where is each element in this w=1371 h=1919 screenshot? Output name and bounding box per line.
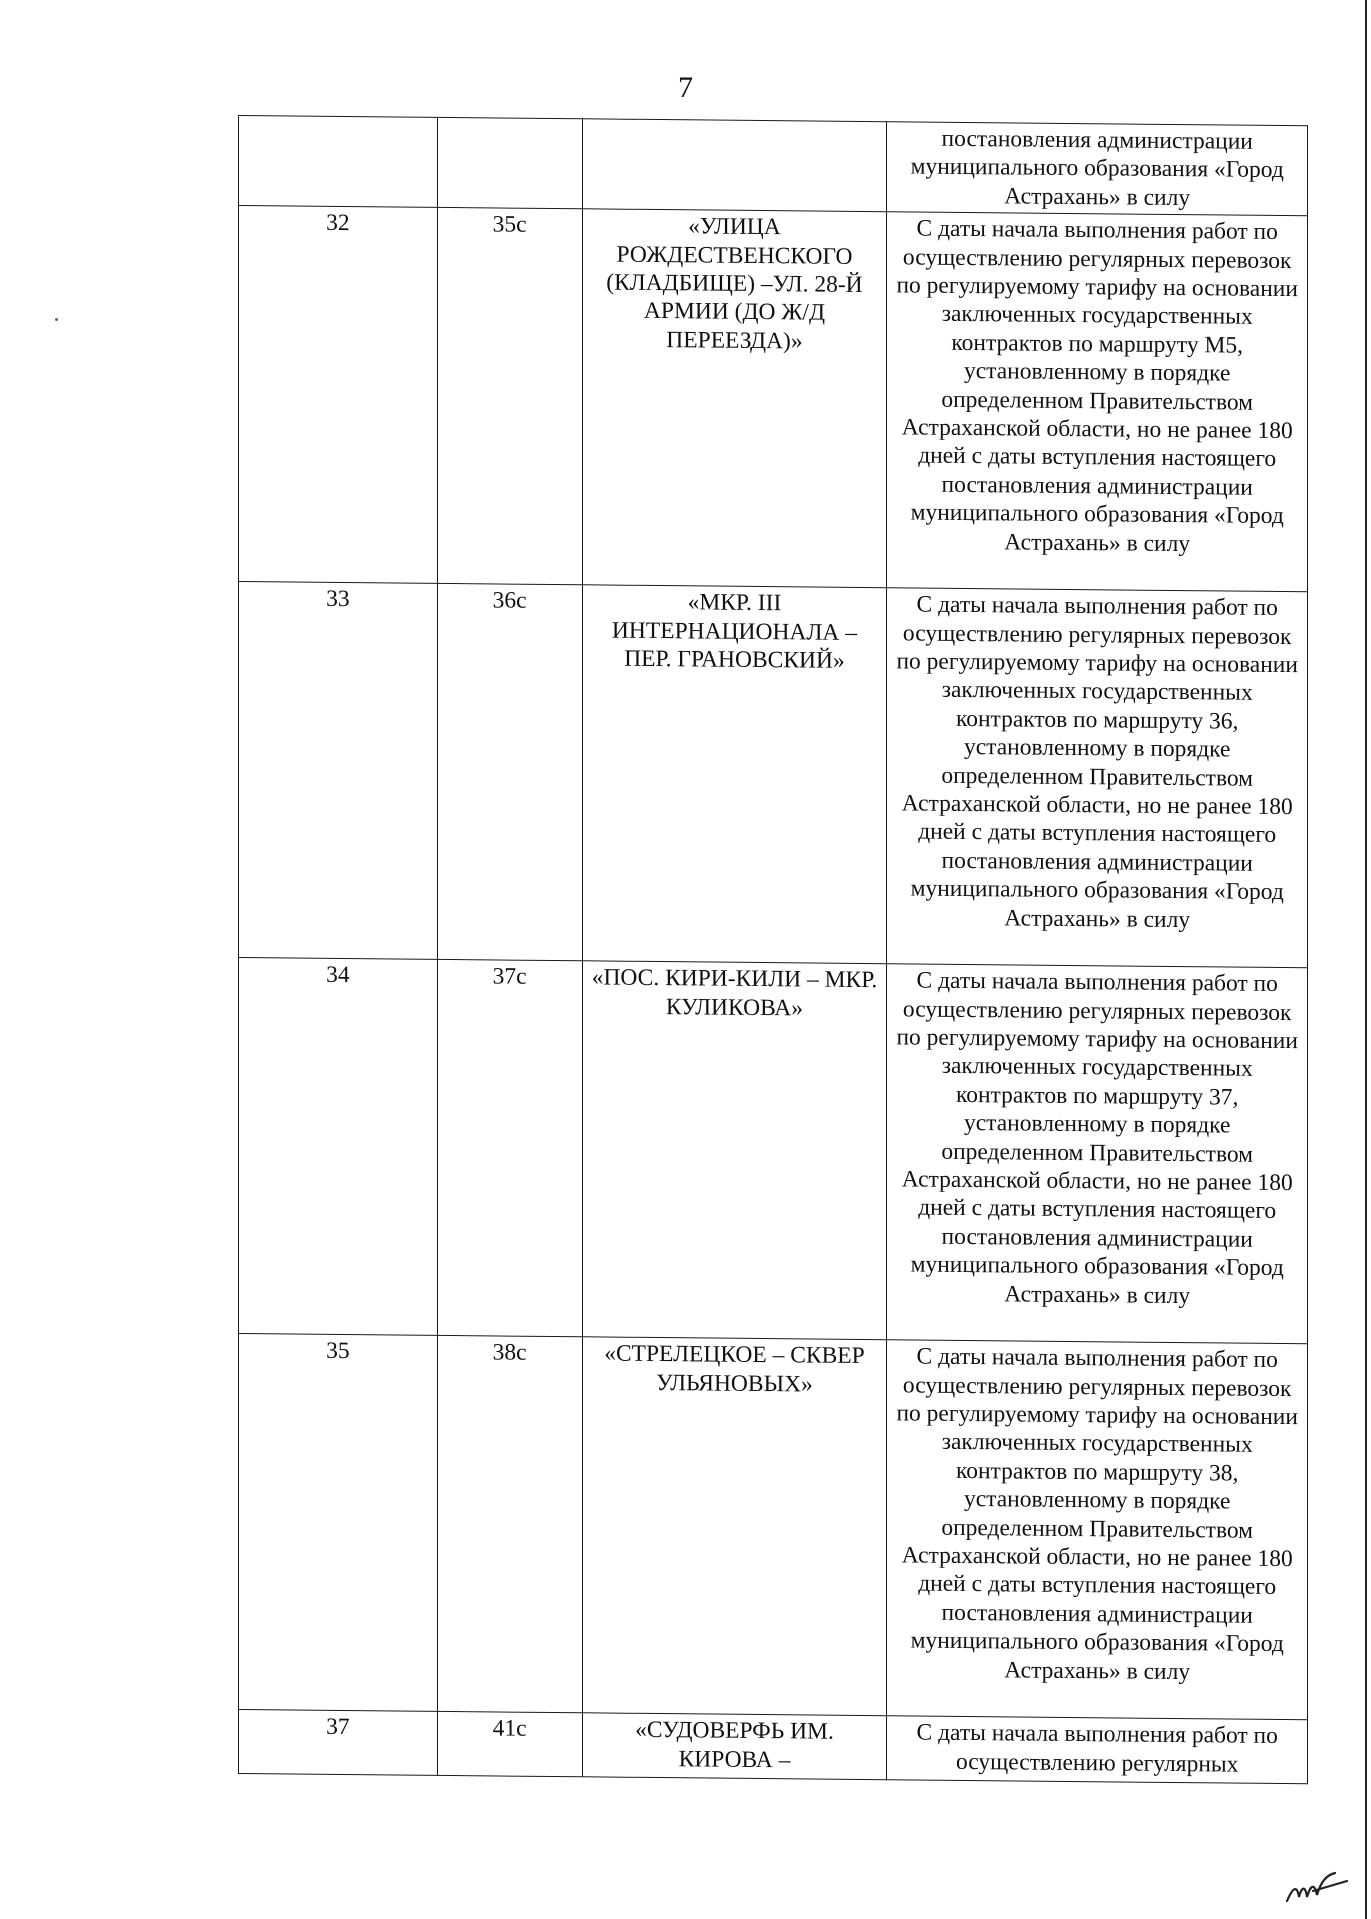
table-row [239,1334,1308,1720]
effective-date-cell: С даты начала выполнения работ по осуществлению регулярных перевозок по регулируемому тарифу на основании заключенных государственных контрактов по маршруту М5, установленному в порядке определенном Правительством Астраханской области, но не ранее 180 дней с даты вступления настоящего постановления администрации муниципального образования «Город Астрахань» в силу [887,212,1308,592]
route-number-cell: 38с [437,1336,582,1713]
row-number-cell: 35 [239,1334,438,1712]
table-row [239,206,1308,592]
effective-date-cell: постановления администрации муниципального образования «Город Астрахань» в силу [887,122,1308,216]
table-row [239,582,1308,968]
row-number-cell: 32 [239,206,438,584]
route-number-cell: 36с [437,584,582,961]
effective-date-cell: С даты начала выполнения работ по осуществлению регулярных перевозок по регулируемому тарифу на основании заключенных государственных контрактов по маршруту 36, установленному в порядке определенном Правительством Астраханской области, но не ранее 180 дней с даты вступления настоящего постановления администрации муниципального образования «Город Астрахань» в силу [887,588,1308,968]
page-edge-line [1365,0,1367,1919]
route-name-cell: «СУДОВЕРФЬ ИМ. КИРОВА – [582,1713,887,1780]
effective-date-cell: С даты начала выполнения работ по осуществлению регулярных перевозок по регулируемому тарифу на основании заключенных государственных контрактов по маршруту 38, установленному в порядке определенном Правительством Астраханской области, но не ранее 180 дней с даты вступления настоящего постановления администрации муниципального образования «Город Астрахань» в силу [887,1340,1308,1720]
row-number-cell [239,116,438,208]
row-number-cell: 33 [239,582,438,960]
route-name-cell: «ПОС. КИРИ-КИЛИ – МКР. КУЛИКОВА» [582,961,887,1340]
table-row [239,1710,1308,1784]
route-number-cell: 41с [437,1712,582,1777]
route-name-cell: «УЛИЦА РОЖДЕСТВЕНСКОГО (КЛАДБИЩЕ) –УЛ. 28-Й АРМИИ (ДО Ж/Д ПЕРЕЕЗДА)» [582,209,887,588]
scan-speck [55,318,58,321]
route-name-cell: «СТРЕЛЕЦКОЕ – СКВЕР УЛЬЯНОВЫХ» [582,1337,887,1716]
signature-mark [1283,1867,1353,1907]
effective-date-cell: С даты начала выполнения работ по осуществлению регулярных [887,1716,1308,1784]
row-number-cell: 37 [239,1710,438,1776]
routes-table [238,115,1308,1784]
page-number: 7 [678,71,693,104]
route-number-cell [437,117,582,209]
route-number-cell: 37с [437,960,582,1337]
route-number-cell: 35с [437,208,582,585]
route-name-cell: «МКР. III ИНТЕРНАЦИОНАЛА – ПЕР. ГРАНОВСКИЙ» [582,585,887,964]
table-row [239,958,1308,1344]
row-number-cell: 34 [239,958,438,1336]
route-name-cell [582,119,887,212]
table-row [239,116,1308,216]
effective-date-cell: С даты начала выполнения работ по осуществлению регулярных перевозок по регулируемому тарифу на основании заключенных государственных контрактов по маршруту 37, установленному в порядке определенном Правительством Астраханской области, но не ранее 180 дней с даты вступления настоящего постановления администрации муниципального образования «Город Астрахань» в силу [887,964,1308,1344]
